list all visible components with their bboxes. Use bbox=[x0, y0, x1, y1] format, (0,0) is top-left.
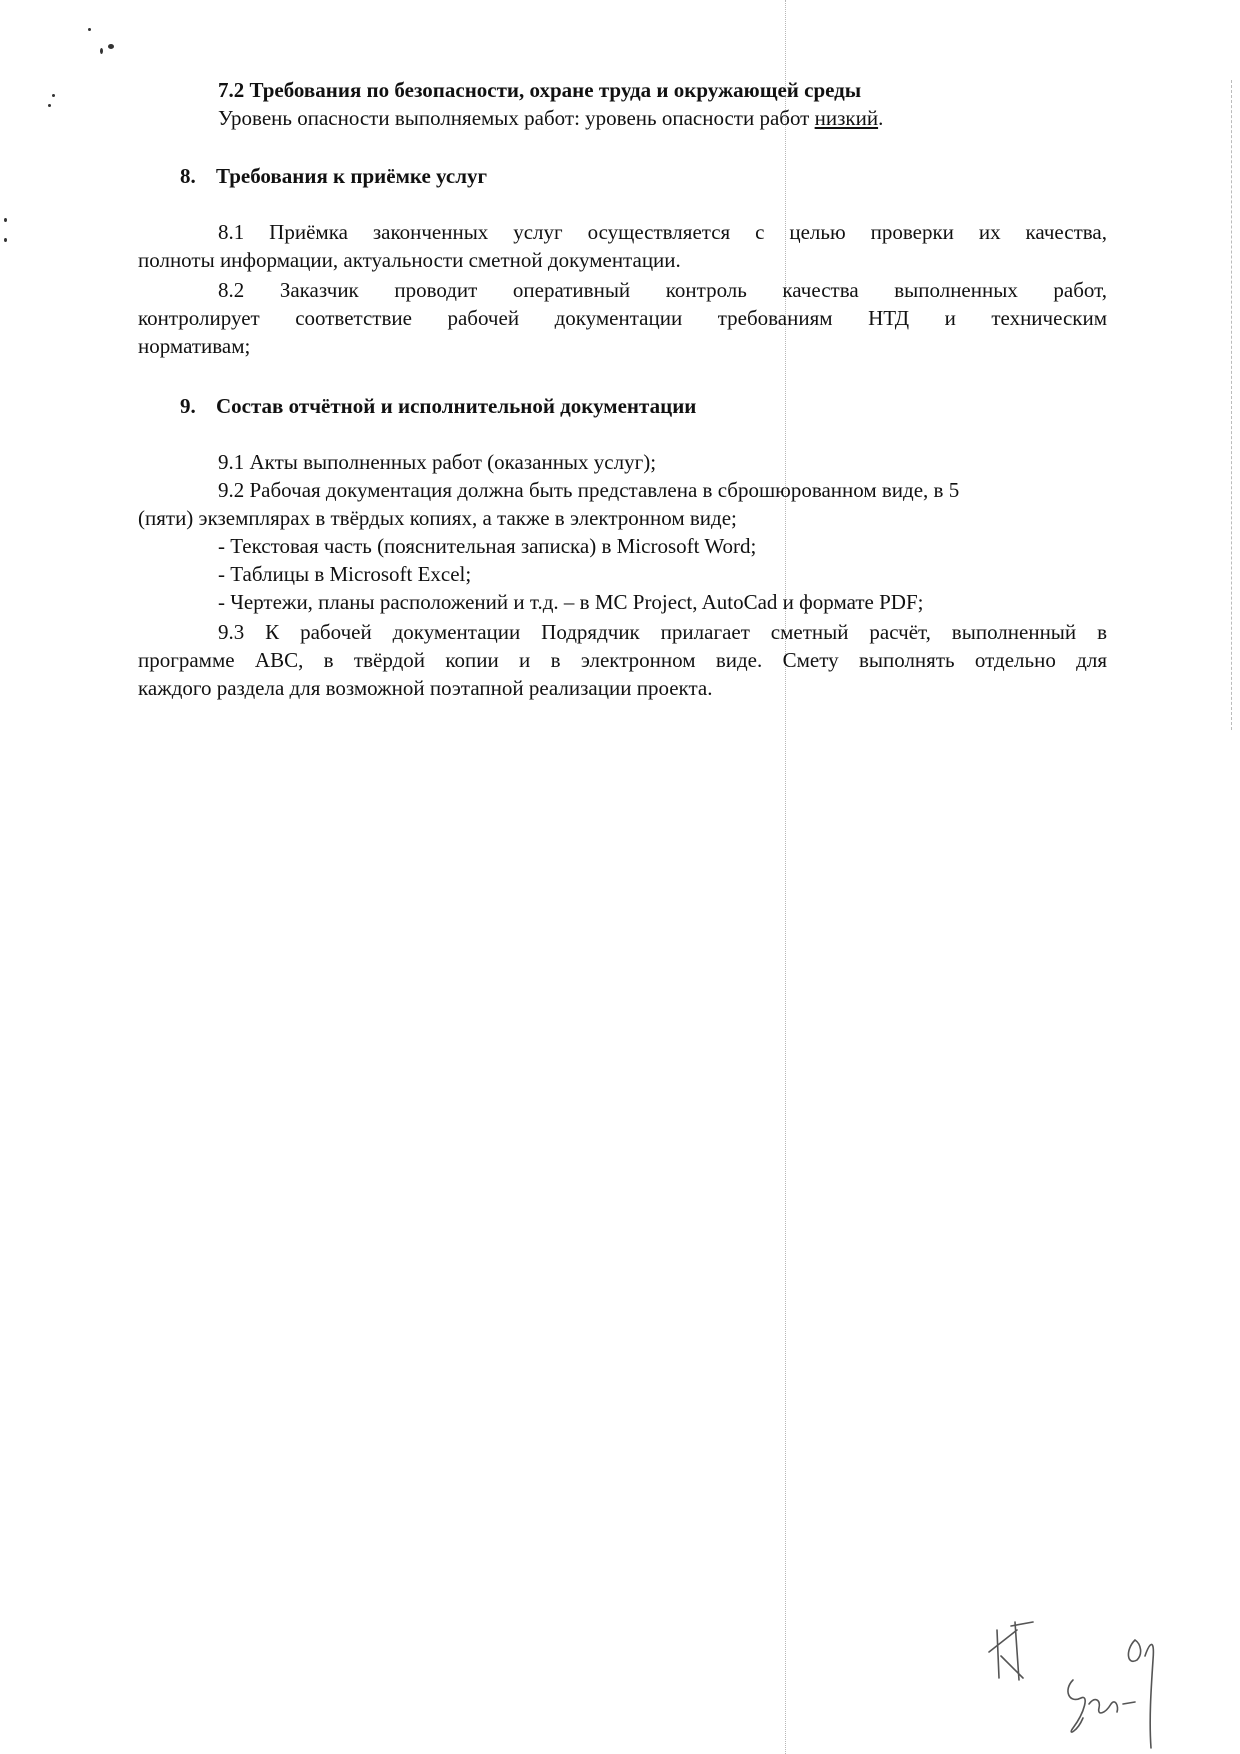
section-8-title: Требования к приёмке услуг bbox=[216, 164, 488, 188]
scan-speck bbox=[52, 94, 55, 97]
hazard-level-suffix: . bbox=[878, 106, 884, 130]
scan-fold-line bbox=[785, 0, 786, 1754]
scan-speck bbox=[100, 48, 103, 54]
section-7-2-heading: 7.2 Требования по безопасности, охране труда и окружающей среды bbox=[218, 78, 862, 102]
paragraph-8-2-line-2: контролирует соответствие рабочей документации требованиям НТД и техническим bbox=[138, 306, 1107, 330]
paragraph-8-1-line-2: полноты информации, актуальности сметной документации. bbox=[138, 248, 681, 272]
section-9-heading bbox=[180, 392, 696, 420]
paragraph-9-2-line-1: 9.2 Рабочая документация должна быть представлена в сброшюрованном виде, в 5 bbox=[218, 478, 960, 502]
list-item: - Чертежи, планы расположений и т.д. – в MC Project, AutoCad и формате PDF; bbox=[218, 590, 924, 614]
scan-speck bbox=[48, 104, 51, 107]
section-8-number: 8. bbox=[180, 164, 196, 188]
paragraph-9-3-line-2: программе АВС, в твёрдой копии и в электронном виде. Смету выполнять отдельно для bbox=[138, 648, 1107, 672]
paragraph-9-3-line-3: каждого раздела для возможной поэтапной реализации проекта. bbox=[138, 676, 713, 700]
scan-speck bbox=[4, 218, 7, 222]
scan-speck bbox=[88, 28, 91, 31]
paragraph-8-2-line-3: нормативам; bbox=[138, 334, 251, 358]
scan-edge-line bbox=[1231, 80, 1232, 730]
paragraph-9-2-line-2: (пяти) экземплярах в твёрдых копиях, а также в электронном виде; bbox=[138, 506, 737, 530]
paragraph-8-1-line-1: 8.1 Приёмка законченных услуг осуществляется с целью проверки их качества, bbox=[218, 220, 1107, 244]
paragraph-9-1: 9.1 Акты выполненных работ (оказанных услуг); bbox=[218, 450, 657, 474]
hazard-level-text: Уровень опасности выполняемых работ: уровень опасности работ bbox=[218, 106, 815, 130]
paragraph-8-2-line-1: 8.2 Заказчик проводит оперативный контроль качества выполненных работ, bbox=[218, 278, 1107, 302]
section-9-title: Состав отчётной и исполнительной документации bbox=[216, 394, 697, 418]
handwritten-signature bbox=[985, 1600, 1185, 1750]
scan-speck bbox=[4, 238, 7, 242]
list-item: - Таблицы в Microsoft Excel; bbox=[218, 562, 472, 586]
section-8-heading bbox=[180, 162, 487, 190]
scan-speck bbox=[108, 44, 114, 49]
list-item: - Текстовая часть (пояснительная записка) в Microsoft Word; bbox=[218, 534, 757, 558]
section-9-number: 9. bbox=[180, 394, 196, 418]
hazard-level-value: низкий bbox=[814, 106, 879, 130]
hazard-level-line bbox=[218, 104, 883, 132]
paragraph-9-3-line-1: 9.3 К рабочей документации Подрядчик прилагает сметный расчёт, выполненный в bbox=[218, 620, 1107, 644]
